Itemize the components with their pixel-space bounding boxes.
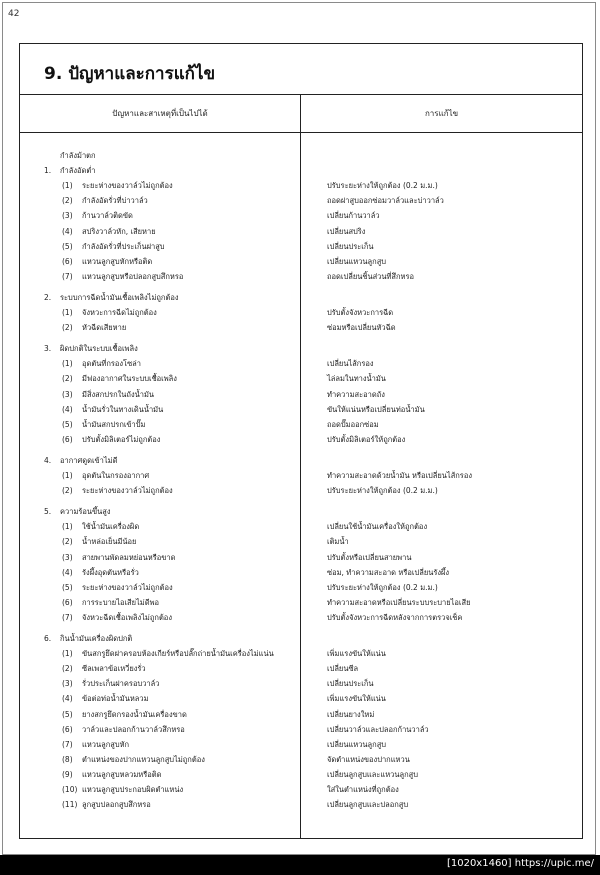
item-number: (1) xyxy=(62,359,73,369)
fix-text: ถอดเปลี่ยนชิ้นส่วนที่สึกหรอ xyxy=(327,271,415,281)
table-row xyxy=(20,581,582,594)
fix-text: เพิ่มแรงขันให้แน่น xyxy=(327,649,386,659)
cause-text: กำลังอัดรั่วที่บ่าวาล์ว xyxy=(82,196,148,206)
page-title: 9. ปัญหาและการแก้ไข xyxy=(44,64,216,84)
cause-text: แหวนลูกสูบหรือปลอกสูบสึกหรอ xyxy=(82,271,184,281)
fix-text: เปลี่ยนใช้น้ำมันเครื่องให้ถูกต้อง xyxy=(327,522,428,532)
item-number: (2) xyxy=(62,664,73,674)
cause-text: รังผึ้งอุดตันหรือรั่ว xyxy=(82,567,139,577)
cause-text: อุดตันที่กรองโซล่า xyxy=(82,359,141,369)
section-number: 6. xyxy=(44,634,52,643)
fix-text: ถอดฝาสูบออกซ่อมวาล์วและบ่าวาล์ว xyxy=(327,196,444,206)
table-row xyxy=(20,535,582,548)
fix-text: เปลี่ยนซีล xyxy=(327,664,359,674)
item-number: (3) xyxy=(62,211,73,221)
fix-text: ถอดปั๊มออกซ่อม xyxy=(327,419,379,429)
section-number: 1. xyxy=(44,166,52,176)
column-header-fixes: การแก้ไข xyxy=(424,109,459,118)
cause-text: แหวนลูกสูบหัก xyxy=(82,739,130,749)
cause-text: มีสิ่งสกปรกในถังน้ำมัน xyxy=(82,389,155,399)
cause-text: อุดตันในกรองอากาศ xyxy=(82,471,150,480)
item-number: (4) xyxy=(62,404,73,414)
table-row xyxy=(20,433,582,446)
section-heading xyxy=(20,342,582,355)
section-title: ความร้อนขึ้นสูง xyxy=(60,507,111,517)
cause-text: มีฟองอากาศในระบบเชื้อเพลิง xyxy=(82,374,177,384)
table-row xyxy=(20,179,582,192)
section-number: 5. xyxy=(44,507,52,517)
footer-bar xyxy=(0,855,600,875)
item-number: (11) xyxy=(62,800,78,810)
table-row xyxy=(20,566,582,579)
fix-text: เปลี่ยนประเก็น xyxy=(327,679,374,689)
item-number: (1) xyxy=(62,181,73,191)
table-row xyxy=(20,611,582,624)
header-row xyxy=(20,95,582,133)
item-number: (7) xyxy=(62,612,73,622)
fix-text: เปลี่ยนลูกสูบและปลอกสูบ xyxy=(327,800,409,810)
item-number: (3) xyxy=(62,679,73,689)
section-heading xyxy=(20,454,582,467)
cause-text: ซีลเพลาข้อเหวี่ยงรั่ว xyxy=(82,664,146,674)
section-number: 2. xyxy=(44,292,52,302)
fix-text: เปลี่ยนก้านวาล์ว xyxy=(327,211,380,221)
item-number: (5) xyxy=(62,241,73,251)
table-row xyxy=(20,209,582,222)
table-row xyxy=(20,723,582,736)
table-row xyxy=(20,551,582,564)
fix-text: เปลี่ยนแหวนลูกสูบ xyxy=(327,256,387,266)
table-row xyxy=(20,753,582,766)
cause-text: ระยะห่างของวาล์วไม่ถูกต้อง xyxy=(82,181,173,191)
item-number: (6) xyxy=(62,256,73,266)
fix-text: เติมน้ำ xyxy=(327,537,349,547)
table-row xyxy=(20,388,582,401)
item-number: (7) xyxy=(62,271,73,281)
fix-text: เปลี่ยนแหวนลูกสูบ xyxy=(327,739,387,749)
cause-text: ตำแหน่งของปากแหวนลูกสูบไม่ถูกต้อง xyxy=(82,754,205,764)
fix-text: เปลี่ยนประเก็น xyxy=(327,241,374,251)
section-title: ผิดปกติในระบบเชื้อเพลิง xyxy=(60,344,138,354)
cause-text: น้ำมันรั่วในทางเดินน้ำมัน xyxy=(82,404,164,414)
cause-text: แหวนลูกสูบหลวมหรือติด xyxy=(82,769,162,779)
cause-text: แหวนลูกสูบประกอบผิดตำแหน่ง xyxy=(82,785,184,794)
fix-text: ปรับตั้งจังหวะการฉีด xyxy=(327,308,394,317)
item-number: (6) xyxy=(62,724,73,734)
cause-text: สายพานพัดลมหย่อนหรือขาด xyxy=(82,552,176,562)
cause-text: ระยะห่างของวาล์วไม่ถูกต้อง xyxy=(82,486,173,496)
table-row xyxy=(20,240,582,253)
section-title: กำลังอัดต่ำ xyxy=(60,166,96,176)
fix-text: เปลี่ยนลูกสูบและแหวนลูกสูบ xyxy=(327,769,418,779)
cause-text: น้ำมันสกปรกเข้าปั๊ม xyxy=(82,419,146,429)
item-number: (9) xyxy=(62,769,73,779)
fix-text: เปลี่ยนไส้กรอง xyxy=(327,359,374,369)
table-row xyxy=(20,469,582,482)
cause-text: ระยะห่างของวาล์วไม่ถูกต้อง xyxy=(82,582,173,592)
item-number: (8) xyxy=(62,754,73,764)
troubleshooting-table xyxy=(19,43,583,839)
section-title: ระบบการฉีดน้ำมันเชื้อเพลิงไม่ถูกต้อง xyxy=(60,292,179,302)
item-number: (1) xyxy=(62,649,73,659)
table-row xyxy=(20,596,582,609)
item-number: (4) xyxy=(62,226,73,236)
fix-text: ปรับระยะห่างให้ถูกต้อง (0.2 ม.ม.) xyxy=(327,486,438,496)
table-row xyxy=(20,306,582,319)
cause-text: จังหวะฉีดเชื้อเพลิงไม่ถูกต้อง xyxy=(82,612,172,622)
section-number: 4. xyxy=(44,455,52,465)
table-row xyxy=(20,225,582,238)
item-number: (2) xyxy=(62,196,73,206)
table-row xyxy=(20,798,582,811)
section-heading xyxy=(20,164,582,177)
section-title: กินน้ำมันเครื่องผิดปกติ xyxy=(60,634,133,643)
table-body xyxy=(20,133,582,838)
cause-text: แหวนลูกสูบหักหรือติด xyxy=(82,256,153,266)
intro-text: กำลังม้าตก xyxy=(60,151,96,160)
item-number: (1) xyxy=(62,308,73,317)
item-number: (5) xyxy=(62,419,73,429)
table-row xyxy=(20,418,582,431)
item-number: (2) xyxy=(62,374,73,384)
fix-text: ปรับระยะห่างให้ถูกต้อง (0.2 ม.ม.) xyxy=(327,181,438,191)
cause-text: ใช้น้ำมันเครื่องผิด xyxy=(82,522,140,532)
item-number: (5) xyxy=(62,582,73,592)
section-title: อากาศดูดเข้าไม่ดี xyxy=(60,455,118,465)
fix-text: ปรับตั้งหรือเปลี่ยนสายพาน xyxy=(327,552,412,562)
table-row xyxy=(20,692,582,705)
item-number: (2) xyxy=(62,323,73,333)
fix-text: ทำความสะอาดด้วยน้ำมัน หรือเปลี่ยนไส้กรอง xyxy=(327,471,473,480)
table-row xyxy=(20,708,582,721)
table-row xyxy=(20,321,582,334)
footer-text: [1020x1460] https://upic.me/ xyxy=(446,858,594,869)
cause-text: สปริงวาล์วหัก, เสียหาย xyxy=(82,226,156,236)
table-row xyxy=(20,520,582,533)
fix-text: ซ่อม, ทำความสะอาด หรือเปลี่ยนรังผึ้ง xyxy=(327,567,450,577)
item-number: (6) xyxy=(62,597,73,607)
fix-text: ปรับตั้งมิลิเตอร์ให้ถูกต้อง xyxy=(327,434,406,444)
column-header-causes: ปัญหาและสาเหตุที่เป็นไปได้ xyxy=(112,109,208,118)
table-row xyxy=(20,194,582,207)
fix-text: ทำความสะอาดถัง xyxy=(327,389,385,399)
table-row xyxy=(20,768,582,781)
title-row xyxy=(20,44,582,95)
cause-text: ลูกสูบปลอกสูบสึกหรอ xyxy=(82,800,151,810)
page-number: 42 xyxy=(8,9,20,19)
cause-text: วาล์วและปลอกก้านวาล์วสึกหรอ xyxy=(82,724,185,734)
item-number: (3) xyxy=(62,389,73,399)
cause-text: ก้านวาล์วติดขัด xyxy=(82,211,133,221)
intro-row xyxy=(20,149,582,162)
fix-text: ซ่อมหรือเปลี่ยนหัวฉีด xyxy=(327,323,396,333)
fix-text: ปรับตั้งจังหวะการฉีดหลังจากการตรวจเช็ค xyxy=(327,612,463,622)
cause-text: หัวฉีดเสียหาย xyxy=(82,323,127,333)
section-heading xyxy=(20,505,582,518)
table-row xyxy=(20,372,582,385)
item-number: (10) xyxy=(62,785,78,794)
table-row xyxy=(20,270,582,283)
item-number: (3) xyxy=(62,552,73,562)
fix-text: เปลี่ยนยางใหม่ xyxy=(327,709,375,719)
fix-text: เปลี่ยนวาล์วและปลอกก้านวาล์ว xyxy=(327,724,429,734)
item-number: (7) xyxy=(62,739,73,749)
cause-text: ปรับตั้งมิลิเตอร์ไม่ถูกต้อง xyxy=(82,434,161,444)
cause-text: กำลังอัดรั่วที่ประเก็นฝาสูบ xyxy=(82,241,165,251)
cause-text: จังหวะการฉีดไม่ถูกต้อง xyxy=(82,308,157,317)
fix-text: เพิ่มแรงขันให้แน่น xyxy=(327,694,386,704)
item-number: (4) xyxy=(62,567,73,577)
fix-text: ปรับระยะห่างให้ถูกต้อง (0.2 ม.ม.) xyxy=(327,582,438,592)
item-number: (2) xyxy=(62,486,73,496)
cause-text: ขันสกรูยึดฝาครอบห้องเกียร์หรือปลั๊กถ่ายน้ำมันเครื่องไม่แน่น xyxy=(82,649,274,659)
table-row xyxy=(20,738,582,751)
section-heading xyxy=(20,291,582,304)
cause-text: รั่วประเก็นฝาครอบวาล์ว xyxy=(82,679,160,689)
table-row xyxy=(20,255,582,268)
table-row xyxy=(20,662,582,675)
fix-text: จัดตำแหน่งของปากแหวน xyxy=(327,754,410,764)
table-row xyxy=(20,484,582,497)
item-number: (6) xyxy=(62,434,73,444)
item-number: (1) xyxy=(62,522,73,532)
item-number: (1) xyxy=(62,471,73,480)
fix-text: เปลี่ยนสปริง xyxy=(327,226,366,236)
section-heading xyxy=(20,632,582,645)
cause-text: การระบายไอเสียไม่ดีพอ xyxy=(82,597,160,607)
section-number: 3. xyxy=(44,344,52,354)
cause-text: น้ำหล่อเย็นมีน้อย xyxy=(82,537,137,547)
table-row xyxy=(20,357,582,370)
table-row xyxy=(20,647,582,660)
cause-text: ข้อต่อท่อน้ำมันหลวม xyxy=(82,694,149,704)
fix-text: ขันให้แน่นหรือเปลี่ยนท่อน้ำมัน xyxy=(327,404,425,414)
cause-text: ยางสกรูยึดกรองน้ำมันเครื่องขาด xyxy=(82,709,187,719)
fix-text: ใส่ในตำแหน่งที่ถูกต้อง xyxy=(327,785,399,794)
item-number: (4) xyxy=(62,694,73,704)
fix-text: ทำความสะอาดหรือเปลี่ยนระบบระบายไอเสีย xyxy=(327,597,471,607)
item-number: (2) xyxy=(62,537,73,547)
table-row xyxy=(20,403,582,416)
fix-text: ไล่ลมในทางน้ำมัน xyxy=(327,374,386,384)
table-row xyxy=(20,783,582,796)
table-row xyxy=(20,677,582,690)
item-number: (5) xyxy=(62,709,73,719)
